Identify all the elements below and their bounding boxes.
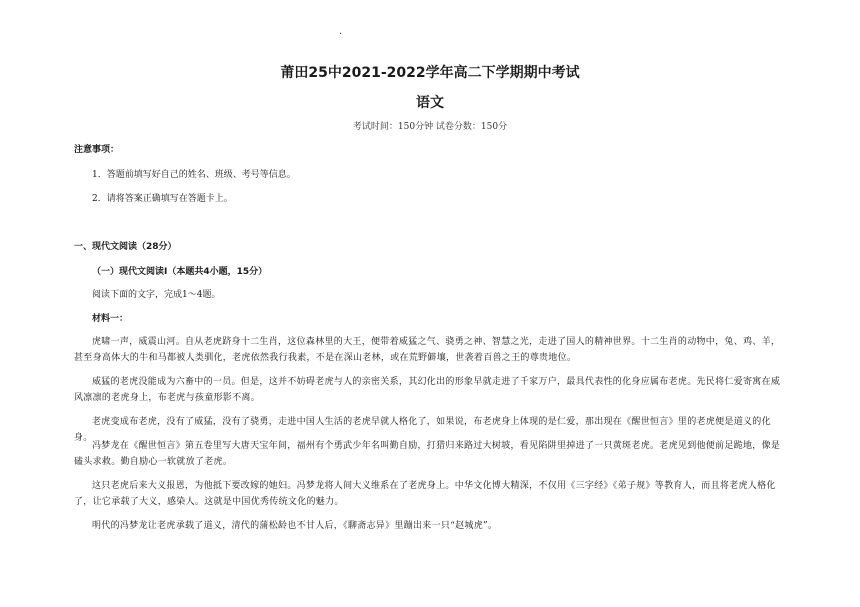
note-item: 1．答题前填写好自己的姓名、班级、考号等信息。	[92, 170, 296, 180]
paragraph: 这只老虎后来大义报恩，为他抵下要改嫁的她妇。冯梦龙将人间大义维系在了老虎身上。中华文化博大精深，不仅用《三字经》《弟子规》等教育人，而且将老虎人格化了，让它承载了大义，感染人。这就是中国优秀传统文化的魅力。	[74, 481, 776, 507]
notes-heading: 注意事项：	[74, 145, 120, 155]
section-subheading: （一）现代文阅读Ⅰ（本题共4小题，15分）	[92, 267, 268, 277]
section-heading: 一、现代文阅读（28分）	[74, 242, 177, 252]
exam-title: 莆田25中2021-2022学年高二下学期期中考试	[280, 65, 580, 81]
paragraph: 明代的冯梦龙让老虎承载了道义，清代的蒲松龄也不甘人后，《聊斋志异》里蹦出来一只“赵城虎”。	[92, 521, 498, 531]
note-item: 2．请将答案正确填写在答题卡上。	[92, 194, 233, 204]
header-dot: ·	[339, 29, 343, 40]
reading-instruction: 阅读下面的文字，完成1～4题。	[92, 290, 221, 300]
subject-title: 语文	[416, 95, 444, 111]
material-label: 材料一：	[92, 314, 129, 324]
paragraph: 冯梦龙在《醒世恒言》第五卷里写大唐天宝年间，福州有个勇武少年名叫勤自励，打猎归来路过大树坡，看见陷阱里掉进了一只黄斑老虎。老虎见到他便前足跪地，像是磕头求救。勤自励心一软就放了老虎。	[74, 441, 781, 467]
exam-info: 考试时间：150分钟 试卷分数：150分	[352, 122, 508, 132]
paragraph: 老虎变成布老虎，没有了威猛，没有了骁勇，走进中国人生活的老虎早就人格化了，如果说，布老虎身上体现的是仁爱，那出现在《醒世恒言》里的老虎便是道义的化身。	[74, 417, 771, 443]
paragraph: 威猛的老虎没能成为六畜中的一员。但是，这并不妨碍老虎与人的亲密关系，其幻化出的形象早就走进了千家万户，最具代表性的化身应属布老虎。先民将仁爱寄寓在威风凛凛的老虎身上，布老虎与孩童形影不离。	[74, 377, 781, 403]
paragraph: 虎啸一声，威震山河。自从老虎跻身十二生肖，这位森林里的大王，便带着威猛之气、骁勇之神、智慧之光，走进了国人的精神世界。十二生肖的动物中，兔、鸡、羊，甚至身高体大的牛和马都被人类驯化，老虎依然我行我素，不是在深山老林，或在荒野僻壤，世袭着百兽之王的尊贵地位。	[74, 337, 781, 363]
